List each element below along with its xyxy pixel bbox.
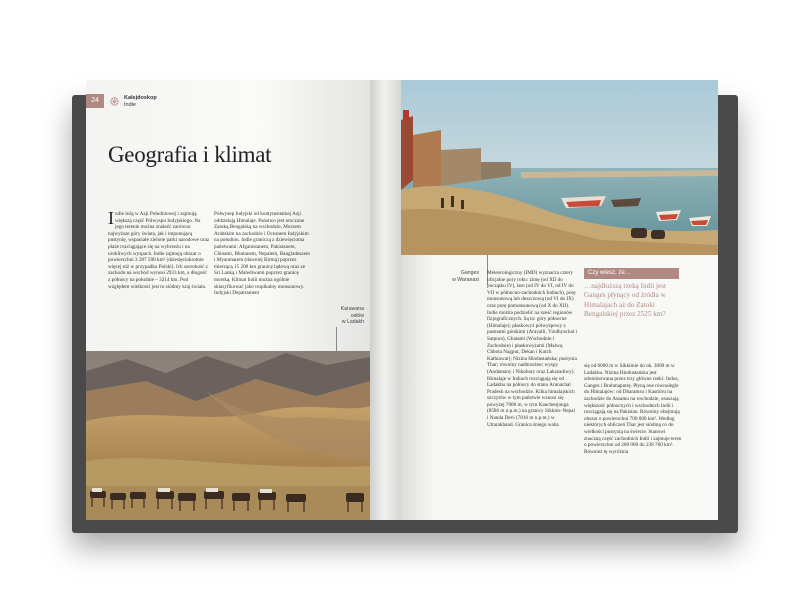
caption-line: w Ladakh [341,319,364,325]
photo-caption [322,306,364,326]
kaleidoscope-icon [110,97,119,106]
body-text: Meteorologiczny (IMD) wyznacza cztery oficjalne pory roku: zimę (od XII do początku IV), lato (od IV do VI, od IV do VII w północno-zachodnich Indiach), porę monsunową lub deszczową (od VI do IX) oraz porę pomonsunową (od X do XII). Indie można podzielić na sześć regionów fizjograficznych. Są to: góry północne (Himalaje); płaskowyż półwyspowy z pasmami górskimi (Aravalli, Vindhyachal i Satpura), Ghatami (Wschodnie i Zachodnie) i płaskowyżami (Malwa, Chhota Nagpur, Dekan i Kutch Kathiawar); Nizina Hindustańska; pustynia Thar; równiny nadbrzeżne; wyspy (Andamany i Nikobary oraz Lakszadiwy). Himalaje w Indiach rozciągają się od Ladakhu na północy do stanu Arunachal Pradesh na wschodzie. Kilka himalajskich szczytów w tym państwie wznosi się powyżej 7000 m, w tym Kanchenjunga (8586 m n.p.m.) na granicy Sikkim–Nepal i Nanda Devi (7816 m n.p.m.) w Uttarakhand. Granica śniegu waha [487,270,577,428]
open-magazine [86,80,734,525]
text-column-1 [108,208,210,290]
caption-line: w Waranasi [452,276,479,283]
book-spine [370,80,401,520]
caption-leader [336,327,337,351]
section-title: Kalejdoskop [124,95,157,101]
right-page [401,80,718,520]
text-column-2 [584,363,682,455]
text-column-2 [214,211,312,297]
left-page [86,80,370,520]
text-column-1 [487,270,577,428]
ganges-varanasi-photo [401,80,718,255]
caption-line: osłów [350,312,364,319]
donkey-caravan-photo [86,351,370,520]
did-you-know-text: …najdłuższą rzeką Indii jest Ganges płynący od źródła w Himalajach aż do Zatoki Bengalskiej przez 2525 km? [584,282,667,318]
photo-caption [435,270,479,283]
body-text: się od 6000 m w Sikkimie do ok. 3000 m w Ladakhu. Nizina Hindustańska jest zdominowana przez trzy główne rzeki: Indus, Ganges i Brahmaputrę. Płyną one równolegle do Himalajów: od Dharamsu i Kasmiru na zachodzie do Assamu na wschodzie, osuszają większość północnych i wschodnich Indii i rozciągają się na Pakistan. Równiny obejmują obszar o powierzchni 700 000 km². Według niektórych obliczeń Thar jest siódmą co do wielkości pustynią na świecie. Stanowi znaczną część zachodnich Indii i zajmuje teren o powierzchni od 200 000 do 238 700 km². Również tę wyróżnia [584,363,682,455]
caption-line: Ganges [460,270,479,276]
body-text: Półwysep Indyjski od kontynentalnej Azji oddzielają Himalaje. Państwo jest otoczone Zatoką Bengalską na wschodzie, Morzem Arabskim na zachodzie i Oceanem Indyjskim na południu. Indie graniczą z dziewięcioma państwami: Afganistanem, Pakistanem, Chinami, Bhutanem, Nepalem, Bangladeszem i Myanmarem (dawniej Birmą) poprzez mierzącą 15 200 km granicę lądową oraz ze Sri Lanką i Malediwami poprzez granicę morską. Klimat Indii można ogólnie sklasyfikować jako tropikalny monsunowy. Indyjski Departament [214,211,310,297]
body-text: ndie leżą w Azji Południowej i zajmują większą część Półwyspu Indyjskiego. Na jego terenie można znaleźć zarówno najwyższe góry świata, jak i imponującą pustynię, wspaniałe zielone parki narodowe oraz plaże rozciągające się na wybrzeżu i na urokliwych wyspach. Indie zajmują obszar o powierzchni 3 287 590 km² (dziesięciokrotnie więcej niż w przypadku Polski). Ich szerokość z zachodu na wschód wynosi 2933 km, a długość z północy na południe – 3214 km. Pod względem wielkości jest to siódmy kraj świata. [108,211,210,290]
section-label [124,95,157,108]
page-number: 24 [86,94,104,108]
drop-cap: I [108,208,114,228]
did-you-know-header: Czy wiesz, że… [584,268,679,279]
page-headline: Geografia i klimat [108,142,272,167]
caption-line: Karawana [340,306,364,312]
section-subtitle: Indie [124,101,136,108]
